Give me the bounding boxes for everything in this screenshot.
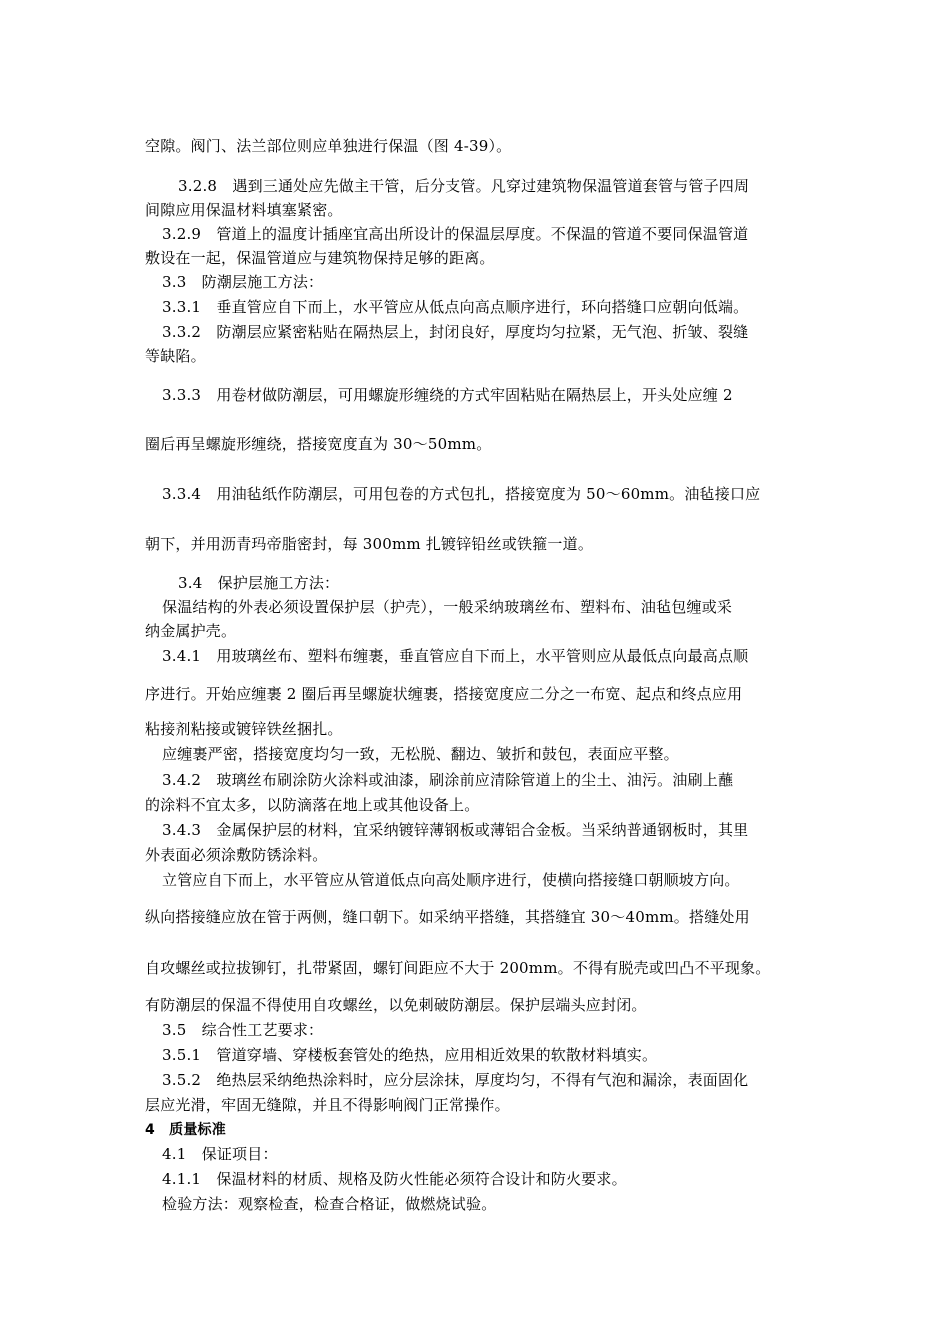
text-line: 3.5.2 绝热层采纳绝热涂料时，应分层涂抹，厚度均匀，不得有气泡和漏涂，表面固化 [162,1071,749,1089]
text-line: 检验方法：观察检查，检查合格证，做燃烧试验。 [162,1195,497,1213]
text-line: 粘接剂粘接或镀锌铁丝捆扎。 [145,720,343,738]
text-line: 间隙应用保温材料填塞紧密。 [145,201,343,219]
text-line: 3.3.1 垂直管应自下而上，水平管应从低点向高点顺序进行，环向搭缝口应朝向低端。 [162,298,749,316]
text-line: 纵向搭接缝应放在管于两侧，缝口朝下。如采纳平搭缝，其搭缝宜 30～40mm。搭缝处用 [145,908,750,926]
text-line: 3.4.3 金属保护层的材料，宜采纳镀锌薄钢板或薄铝合金板。当采纳普通钢板时，其里 [162,821,749,839]
text-line: 有防潮层的保温不得使用自攻螺丝，以免刺破防潮层。保护层端头应封闭。 [145,996,647,1014]
text-line: 圈后再呈螺旋形缠绕，搭接宽度直为 30～50mm。 [145,435,492,453]
text-line: 应缠裹严密，搭接宽度均匀一致，无松脱、翻边、皱折和鼓包，表面应平整。 [162,745,679,763]
text-line: 外表面必须涂敷防锈涂料。 [145,846,328,864]
text-line: 的涂料不宜太多，以防滴落在地上或其他设备上。 [145,796,480,814]
text-line: 朝下，并用沥青玛帝脂密封，每 300mm 扎镀锌铅丝或铁箍一道。 [145,535,594,553]
text-line: 3.2.9 管道上的温度计插座宜高出所设计的保温层厚度。不保温的管道不要同保温管道 [162,225,749,243]
text-line: 等缺陷。 [145,347,206,365]
text-line: 3.2.8 遇到三通处应先做主干管，后分支管。凡穿过建筑物保温管道套管与管子四周 [178,177,750,195]
text-line: 序进行。开始应缠裹 2 圈后再呈螺旋状缠裹，搭接宽度应二分之一布宽、起点和终点应用 [145,685,743,703]
section-heading: 3.3 防潮层施工方法： [162,273,324,291]
text-line: 立管应自下而上，水平管应从管道低点向高处顺序进行，使横向搭接缝口朝顺坡方向。 [162,871,740,889]
text-line: 纳金属护壳。 [145,622,237,640]
text-line: 敷设在一起，保温管道应与建筑物保持足够的距离。 [145,249,495,267]
section-heading: 4.1 保证项目： [162,1145,278,1163]
section-heading: 3.4 保护层施工方法： [178,574,340,592]
text-line: 3.4.1 用玻璃丝布、塑料布缠裹，垂直管应自下而上，水平管则应从最低点向最高点顺 [162,647,749,665]
text-line: 3.3.2 防潮层应紧密粘贴在隔热层上，封闭良好，厚度均匀拉紧，无气泡、折皱、裂缝 [162,323,749,341]
section-heading: 3.5 综合性工艺要求： [162,1021,324,1039]
text-line: 3.4.2 玻璃丝布刷涂防火涂料或油漆，刷涂前应清除管道上的尘土、油污。油刷上蘸 [162,771,734,789]
text-line: 自攻螺丝或拉拔铆钉，扎带紧固，螺钉间距应不大于 200mm。不得有脱壳或凹凸不平现象。 [145,959,771,977]
text-line: 空隙。阀门、法兰部位则应单独进行保温（图 4-39）。 [145,137,512,155]
chapter-heading: 4 质量标准 [145,1122,226,1138]
text-line: 3.3.4 用油毡纸作防潮层，可用包卷的方式包扎，搭接宽度为 50～60mm。油毡接口应 [162,485,761,503]
text-line: 层应光滑，牢固无缝隙，并且不得影响阀门正常操作。 [145,1096,510,1114]
text-line: 3.3.3 用卷材做防潮层，可用螺旋形缠绕的方式牢固粘贴在隔热层上，开头处应缠 2 [162,386,733,404]
text-line: 保温结构的外表必须设置保护层（护壳），一般采纳玻璃丝布、塑料布、油毡包缠或采 [162,598,733,616]
text-line: 3.5.1 管道穿墙、穿楼板套管处的绝热，应用相近效果的软散材料填实。 [162,1046,658,1064]
text-line: 4.1.1 保温材料的材质、规格及防火性能必须符合设计和防火要求。 [162,1170,627,1188]
